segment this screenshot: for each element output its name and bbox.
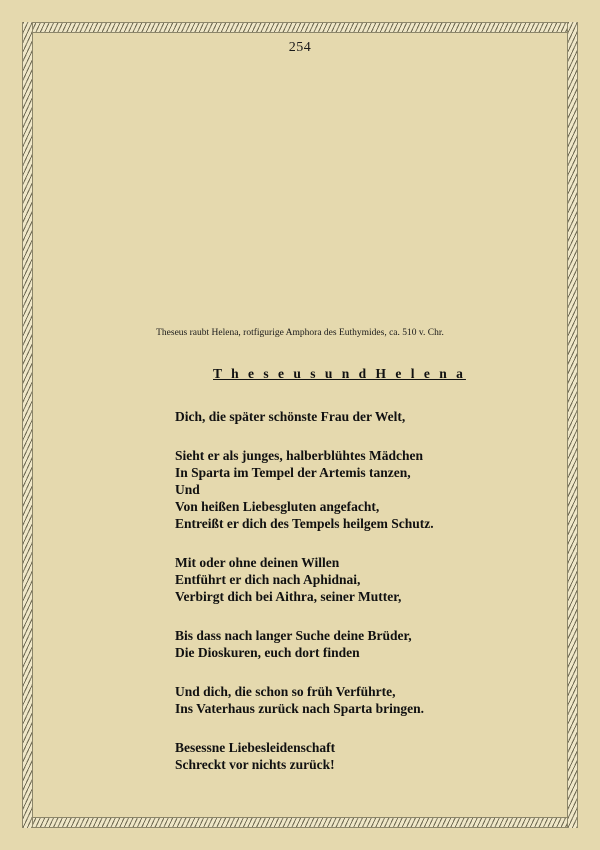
poem-line: Entreißt er dich des Tempels heilgem Schutz.: [175, 516, 434, 531]
poem-line: Ins Vaterhaus zurück nach Sparta bringen.: [175, 701, 425, 716]
poem-line: Die Dioskuren, euch dort finden: [175, 645, 360, 660]
poem-line: Entführt er dich nach Aphidnai,: [175, 572, 361, 587]
poem-line: Und dich, die schon so früh Verführte,: [175, 684, 396, 699]
poem-title: T h e s e u s u n d H e l e n a: [213, 366, 466, 381]
poem-block: [40, 366, 560, 773]
poem-line: Und: [175, 482, 200, 497]
poem-stanza: [175, 447, 560, 532]
poem-line: Besessne Liebesleidenschaft: [175, 740, 336, 755]
poem-line: Mit oder ohne deinen Willen: [175, 555, 340, 570]
poem-stanza: [175, 739, 560, 773]
poem-line: In Sparta im Tempel der Artemis tanzen,: [175, 465, 411, 480]
page-number: 254: [288, 40, 312, 55]
poem-line: Bis dass nach langer Suche deine Brüder,: [175, 628, 412, 643]
poem-line: Dich, die später schönste Frau der Welt,: [175, 409, 406, 424]
poem-line: Verbirgt dich bei Aithra, seiner Mutter,: [175, 589, 402, 604]
page-content: [40, 32, 560, 810]
poem-stanza: [175, 554, 560, 605]
poem-line: Sieht er als junges, halberblühtes Mädchen: [175, 448, 424, 463]
decorative-border-right: [567, 22, 578, 828]
decorative-border-bottom: [22, 817, 578, 828]
figure-caption: Theseus raubt Helena, rotfigurige Amphora des Euthymides, ca. 510 v. Chr.: [156, 328, 444, 338]
figure-image-area: [40, 56, 560, 324]
poem-stanza: [175, 683, 560, 717]
poem-line: Von heißen Liebesgluten angefacht,: [175, 499, 380, 514]
poem-line: Schreckt vor nichts zurück!: [175, 757, 335, 772]
poem-stanza: [175, 408, 560, 425]
decorative-border-left: [22, 22, 33, 828]
poem-stanza: [175, 627, 560, 661]
